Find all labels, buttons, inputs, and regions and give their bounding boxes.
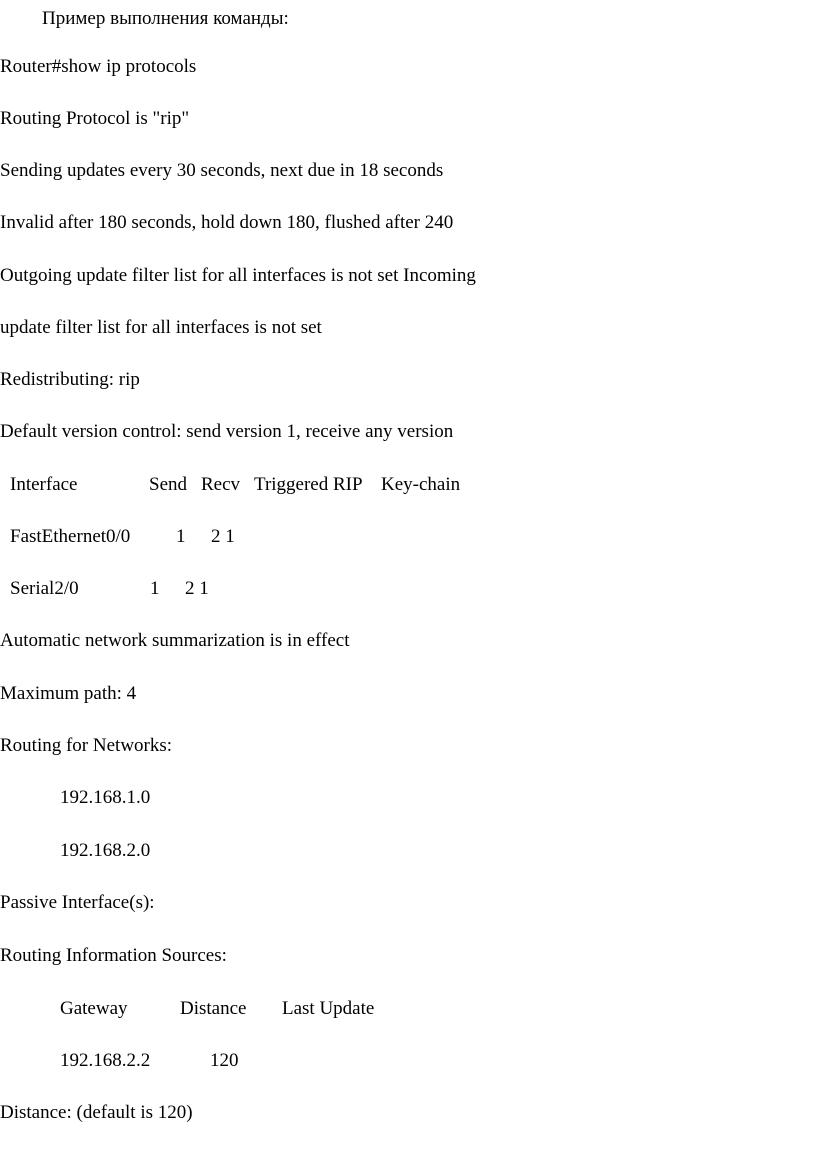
row-distance: 120 <box>210 1050 239 1071</box>
row-send: 1 <box>176 526 186 547</box>
header-interface: Interface <box>10 474 78 495</box>
header-gateway: Gateway <box>60 998 128 1019</box>
distance-default-line: Distance: (default is 120) <box>0 1102 193 1123</box>
row-interface: Serial2/0 <box>10 578 79 599</box>
redistributing-line: Redistributing: rip <box>0 369 140 390</box>
network-item: 192.168.2.0 <box>60 840 151 861</box>
interface-table-header <box>0 472 816 498</box>
table-row <box>0 576 816 602</box>
invalid-after-line: Invalid after 180 seconds, hold down 180, flushed after 240 <box>0 212 454 233</box>
row-send: 1 <box>150 578 160 599</box>
header-send: Send <box>149 474 187 495</box>
row-recv: 2 1 <box>211 526 235 547</box>
default-version-line: Default version control: send version 1, receive any version <box>0 421 454 442</box>
header-distance: Distance <box>180 998 247 1019</box>
header-key-chain: Key-chain <box>381 474 461 495</box>
outgoing-filter-line: Outgoing update filter list for all interfaces is not set Incoming <box>0 265 476 286</box>
row-interface: FastEthernet0/0 <box>10 526 131 547</box>
intro-text: Пример выполнения команды: <box>42 8 289 29</box>
sources-table-header <box>0 996 816 1022</box>
info-sources-label: Routing Information Sources: <box>0 945 227 966</box>
network-item: 192.168.1.0 <box>60 787 151 808</box>
table-row <box>0 524 816 550</box>
incoming-filter-line: update filter list for all interfaces is not set <box>0 317 322 338</box>
routing-protocol-line: Routing Protocol is "rip" <box>0 108 190 129</box>
max-path-line: Maximum path: 4 <box>0 683 137 704</box>
passive-interfaces-line: Passive Interface(s): <box>0 892 155 913</box>
table-row <box>0 1048 816 1074</box>
header-triggered-rip: Triggered RIP <box>254 474 363 495</box>
routing-networks-label: Routing for Networks: <box>0 735 173 756</box>
row-recv: 2 1 <box>185 578 209 599</box>
sending-updates-line: Sending updates every 30 seconds, next due in 18 seconds <box>0 160 444 181</box>
header-last-update: Last Update <box>282 998 375 1019</box>
row-gateway: 192.168.2.2 <box>60 1050 151 1071</box>
command-line: Router#show ip protocols <box>0 56 197 77</box>
auto-summary-line: Automatic network summarization is in effect <box>0 630 350 651</box>
header-recv: Recv <box>201 474 241 495</box>
